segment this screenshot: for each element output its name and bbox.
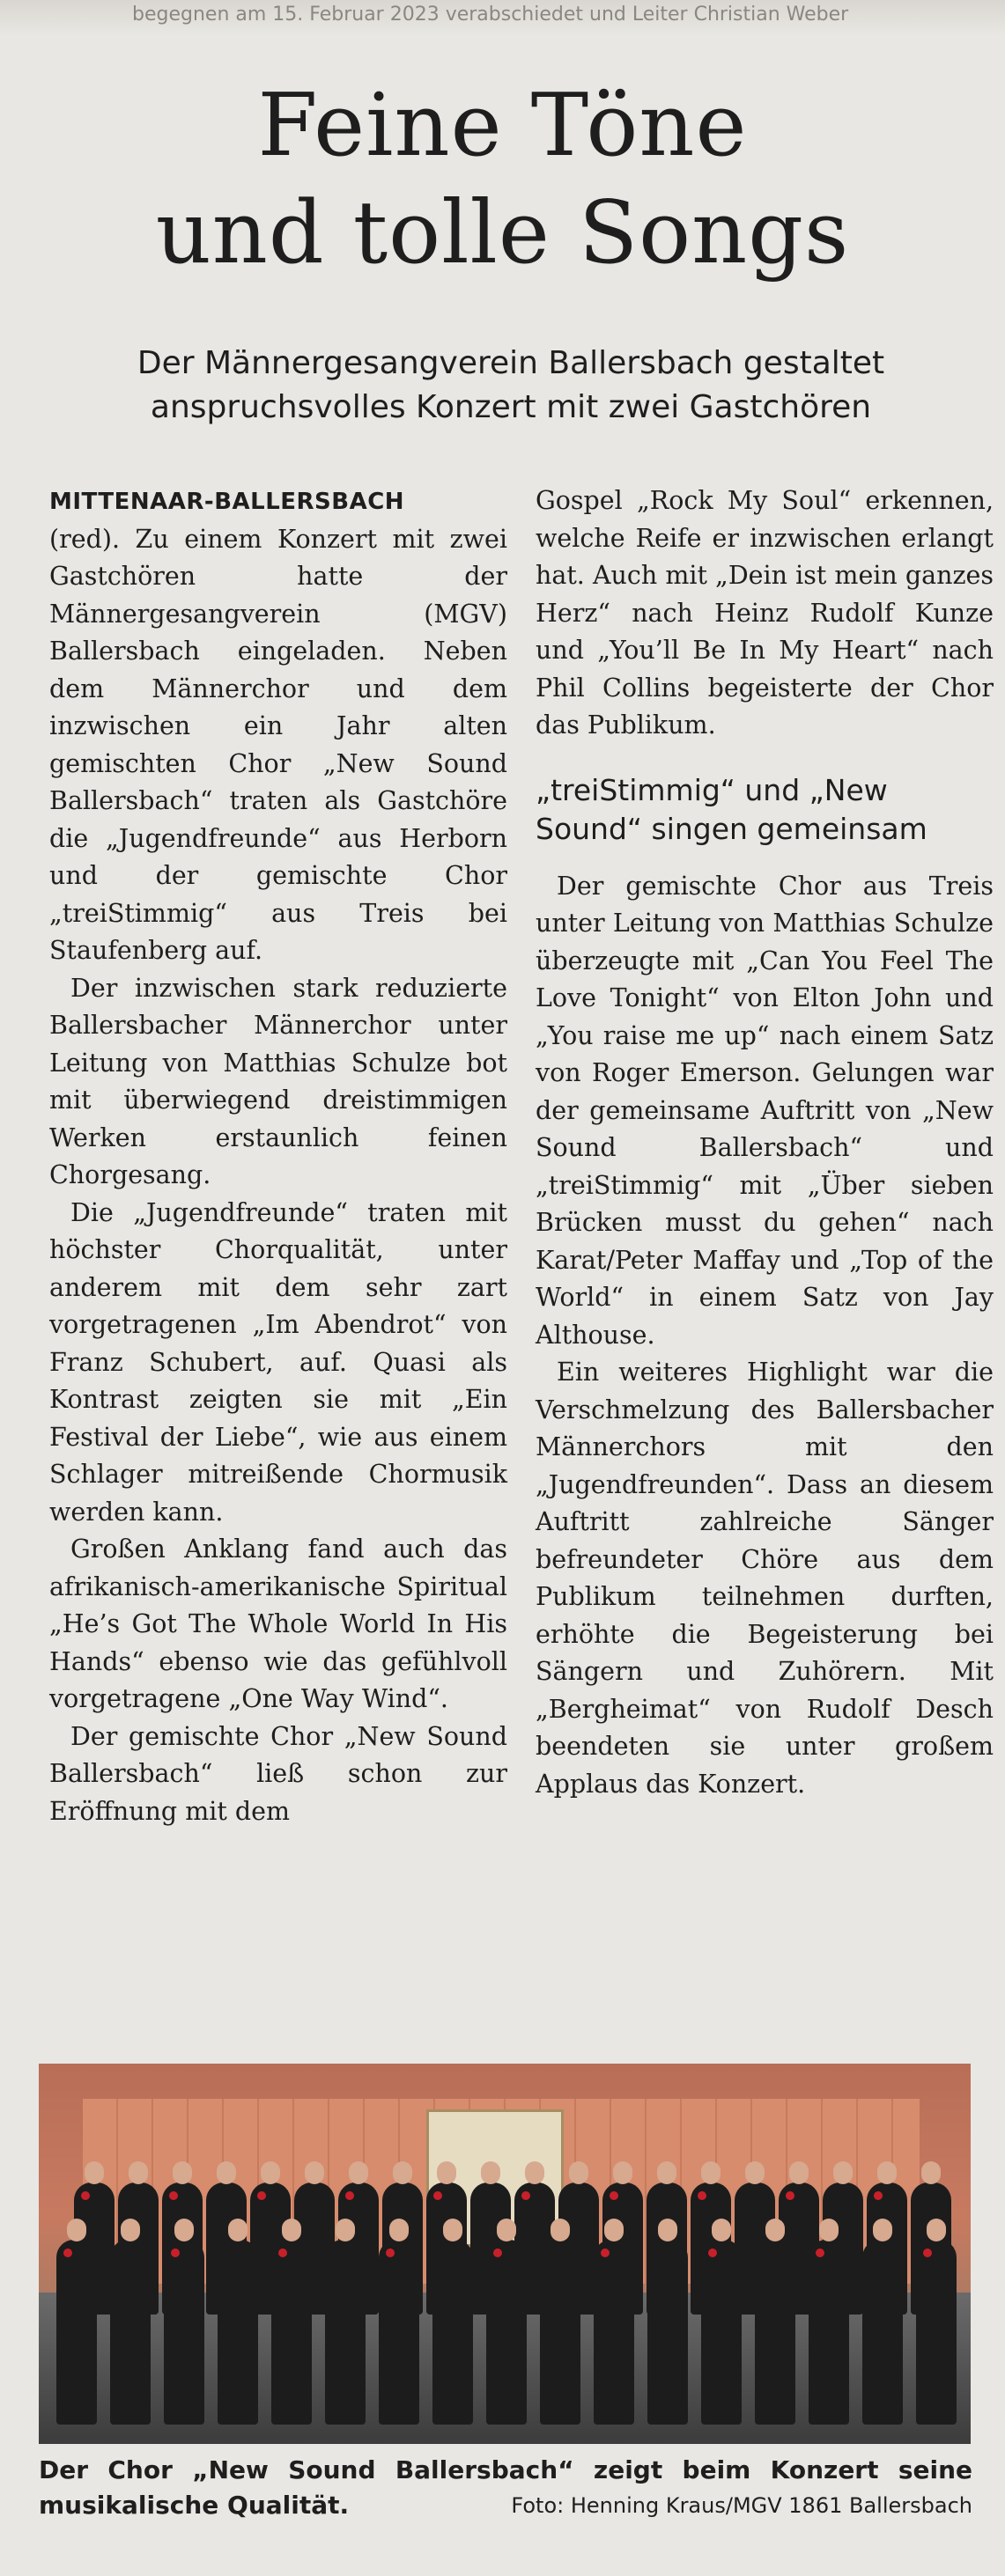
singer-figure <box>271 2240 312 2425</box>
singer-head <box>712 2219 731 2241</box>
caption-text: Der Chor „New Sound Ballersbach“ zeigt beim Konzert seine musikalische Qualität. <box>39 2455 972 2520</box>
red-flower-icon <box>601 2248 610 2257</box>
article-paragraph: Gospel „Rock My Soul“ erkennen, welche Reife er inzwischen erlangt hat. Auch mit „Dein ist mein ganzes Herz“ nach Heinz Rudolf Kunze und „You’ll Be In My Heart“ nach Phil Collins begeisterte der Chor das Publikum. <box>536 486 994 740</box>
red-flower-icon <box>81 2191 90 2200</box>
singer-figure <box>755 2240 795 2425</box>
red-flower-icon <box>493 2248 502 2257</box>
singer-figure <box>540 2240 580 2425</box>
singer-head <box>921 2161 941 2184</box>
red-flower-icon <box>816 2248 824 2257</box>
red-flower-icon <box>433 2191 442 2200</box>
singer-head <box>389 2219 409 2241</box>
article-paragraph: Der gemischte Chor „New Sound Ballersbach“ ließ schon zur Eröffnung mit dem <box>49 1721 507 1826</box>
singer-head <box>393 2161 412 2184</box>
red-flower-icon <box>386 2248 395 2257</box>
subheadline-line-2: anspruchsvolles Konzert mit zwei Gastchören <box>150 389 872 425</box>
singer-head <box>443 2219 462 2241</box>
red-flower-icon <box>786 2191 794 2200</box>
singer-figure <box>862 2240 903 2425</box>
singer-figure <box>647 2240 688 2425</box>
red-flower-icon <box>345 2191 354 2200</box>
headline <box>0 72 1005 287</box>
singer-figure <box>379 2240 419 2425</box>
singer-head <box>833 2161 853 2184</box>
singer-head <box>282 2219 301 2241</box>
red-flower-icon <box>521 2191 530 2200</box>
singer-head <box>658 2219 677 2241</box>
previous-article-edge <box>0 0 1005 35</box>
singer-head <box>745 2161 765 2184</box>
singer-figure <box>110 2240 151 2425</box>
singer-figure <box>164 2240 204 2425</box>
singer-head <box>551 2219 570 2241</box>
article-paragraph: Großen Anklang fand auch das afrikanisch-amerikanische Spiritual „He’s Got The Whole World In His Hands“ ebenso wie das gefühlvoll vorgetragene „One Way Wind“. <box>49 1535 507 1713</box>
photo-credit: Foto: Henning Kraus/MGV 1861 Ballersbach <box>511 2493 972 2518</box>
article-column-left <box>49 482 507 1830</box>
singer-head <box>129 2161 148 2184</box>
choir-photo <box>39 2064 971 2444</box>
singer-head <box>67 2219 86 2241</box>
singer-figure <box>432 2240 473 2425</box>
article-paragraph: Der gemischte Chor aus Treis unter Leitung von Matthias Schulze überzeugte mit „Can You Feel The Love Tonight“ von Elton John und „You raise me up“ nach einem Satz von Roger Emerson. Gelungen war der gemeinsame Auftritt von „New Sound Ballersbach“ und „treiStimmig“ mit „Über sieben Brücken musst du gehen“ nach Karat/Peter Maffay und „Top of the World“ in einem Satz von Jay Althouse. <box>536 871 994 1350</box>
red-flower-icon <box>610 2191 618 2200</box>
red-flower-icon <box>171 2248 180 2257</box>
singer-figure <box>594 2240 634 2425</box>
singer-head <box>228 2219 248 2241</box>
singer-head <box>261 2161 280 2184</box>
singer-figure <box>56 2240 97 2425</box>
article-paragraph <box>49 482 507 970</box>
singer-figure <box>916 2240 957 2425</box>
subheadline <box>35 342 987 430</box>
article-paragraph: Die „Jugendfreunde“ traten mit höchster Chorqualität, unter anderem mit dem sehr zart vorgetragenen „Im Abendrot“ von Franz Schubert, auf. Quasi als Kontrast zeigten sie mit „Ein Festival der Liebe“, wie aus einem Schlager mitreißende Chormusik werden kann. <box>49 1197 507 1527</box>
singer-figure <box>486 2240 527 2425</box>
singer-head <box>173 2161 192 2184</box>
singer-head <box>305 2161 324 2184</box>
singer-head <box>497 2219 516 2241</box>
singer-head <box>604 2219 624 2241</box>
singer-figure <box>218 2240 258 2425</box>
headline-line-2: und tolle Songs <box>155 183 850 283</box>
singer-head <box>789 2161 809 2184</box>
red-flower-icon <box>698 2191 706 2200</box>
singer-head <box>121 2219 140 2241</box>
singer-head <box>873 2219 892 2241</box>
red-flower-icon <box>923 2248 932 2257</box>
singer-figure <box>325 2240 366 2425</box>
singer-head <box>85 2161 104 2184</box>
section-subheading: „treiStimmig“ und „New Sound“ singen gemeinsam <box>536 772 927 846</box>
singer-figure <box>809 2240 849 2425</box>
singer-figure <box>701 2240 742 2425</box>
singer-head <box>336 2219 355 2241</box>
singer-head <box>569 2161 588 2184</box>
red-flower-icon <box>257 2191 266 2200</box>
red-flower-icon <box>708 2248 717 2257</box>
dateline: MITTENAAR-BALLERSBACH <box>49 489 405 515</box>
subheadline-line-1: Der Männergesangverein Ballersbach gestaltet <box>137 345 885 381</box>
singer-head <box>657 2161 676 2184</box>
paragraph-text: (red). Zu einem Konzert mit zwei Gastchören hatte der Männergesangverein (MGV) Ballersbach eingeladen. Neben dem Männerchor und dem inzwischen ein Jahr alten gemischten Chor „New Sound Ballersbach“ traten als Gastchöre die „Jugendfreunde“ aus Herborn und der gemischte Chor „treiStimmig“ aus Treis bei Staufenberg auf. <box>49 524 507 965</box>
singer-head <box>437 2161 456 2184</box>
singer-head <box>525 2161 544 2184</box>
singer-head <box>349 2161 368 2184</box>
singer-head <box>481 2161 500 2184</box>
singer-head <box>927 2219 946 2241</box>
red-flower-icon <box>278 2248 287 2257</box>
article-paragraph: Ein weiteres Highlight war die Verschmelzung des Ballersbacher Männerchors mit den „Jugendfreunden“. Dass an diesem Auftritt zahlreiche Sänger befreundeter Chöre aus dem Publikum teilnehmen durften, erhöhte die Begeisterung bei Sängern und Zuhörern. Mit „Bergheimat“ von Rudolf Desch beendeten sie unter großem Applaus das Konzert. <box>536 1358 994 1799</box>
singer-head <box>877 2161 897 2184</box>
singer-head <box>174 2219 194 2241</box>
singer-head <box>765 2219 785 2241</box>
article-paragraph: Der inzwischen stark reduzierte Ballersbacher Männerchor unter Leitung von Matthias Schulze bot mit überwiegend dreistimmigen Werken erstaunlich feinen Chorgesang. <box>49 973 507 1189</box>
singer-head <box>217 2161 236 2184</box>
singer-head <box>613 2161 632 2184</box>
article-column-right <box>536 482 994 1803</box>
red-flower-icon <box>874 2191 883 2200</box>
singer-head <box>701 2161 720 2184</box>
singer-head <box>819 2219 839 2241</box>
photo-caption <box>39 2453 972 2523</box>
red-flower-icon <box>169 2191 178 2200</box>
previous-article-text: begegnen am 15. Februar 2023 verabschiedet und Leiter Christian Weber <box>132 4 849 26</box>
red-flower-icon <box>63 2248 72 2257</box>
headline-line-1: Feine Töne <box>257 76 748 176</box>
